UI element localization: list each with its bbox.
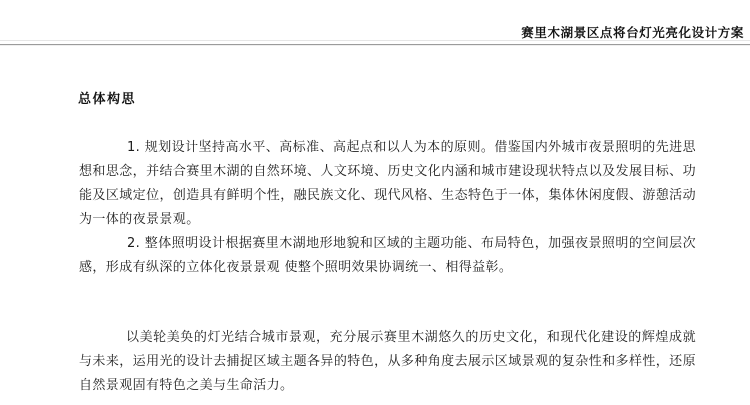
paragraph-2: 2. 整体照明设计根据赛里木湖地形地貌和区域的主题功能、布局特色，加强夜景照明的空间层次感，形成有纵深的立体化夜景景观 使整个照明效果协调统一、相得益彰。 — [79, 236, 696, 275]
paragraph-1: 1. 规划设计坚持高水平、高标准、高起点和以人为本的原则。借鉴国内外城市夜景照明的先进思想和思念，并结合赛里木湖的自然环境、人文环境、历史文化内涵和城市建设现状特点以及发展目标、功能及区域定位，创造具有鲜明个性，融民族文化、现代风格、生态特色于一体，集体休闲度假、游憩活动为一体的夜景景观。 — [79, 140, 696, 227]
section-heading: 总体构思 — [78, 92, 137, 107]
header-divider-highlight — [0, 40, 750, 41]
paragraph-3: 以美轮美奂的灯光结合城市景观，充分展示赛里木湖悠久的历史文化，和现代化建设的辉煌成就与未来，运用光的设计去捕捉区域主题各异的特色，从多种角度去展示区域景观的复杂性和多样性，还原自然景观固有特色之美与生命活力。 — [79, 330, 696, 393]
document-body — [79, 136, 696, 398]
header-divider — [0, 44, 750, 46]
page-header-title: 赛里木湖景区点将台灯光亮化设计方案 — [521, 25, 744, 40]
